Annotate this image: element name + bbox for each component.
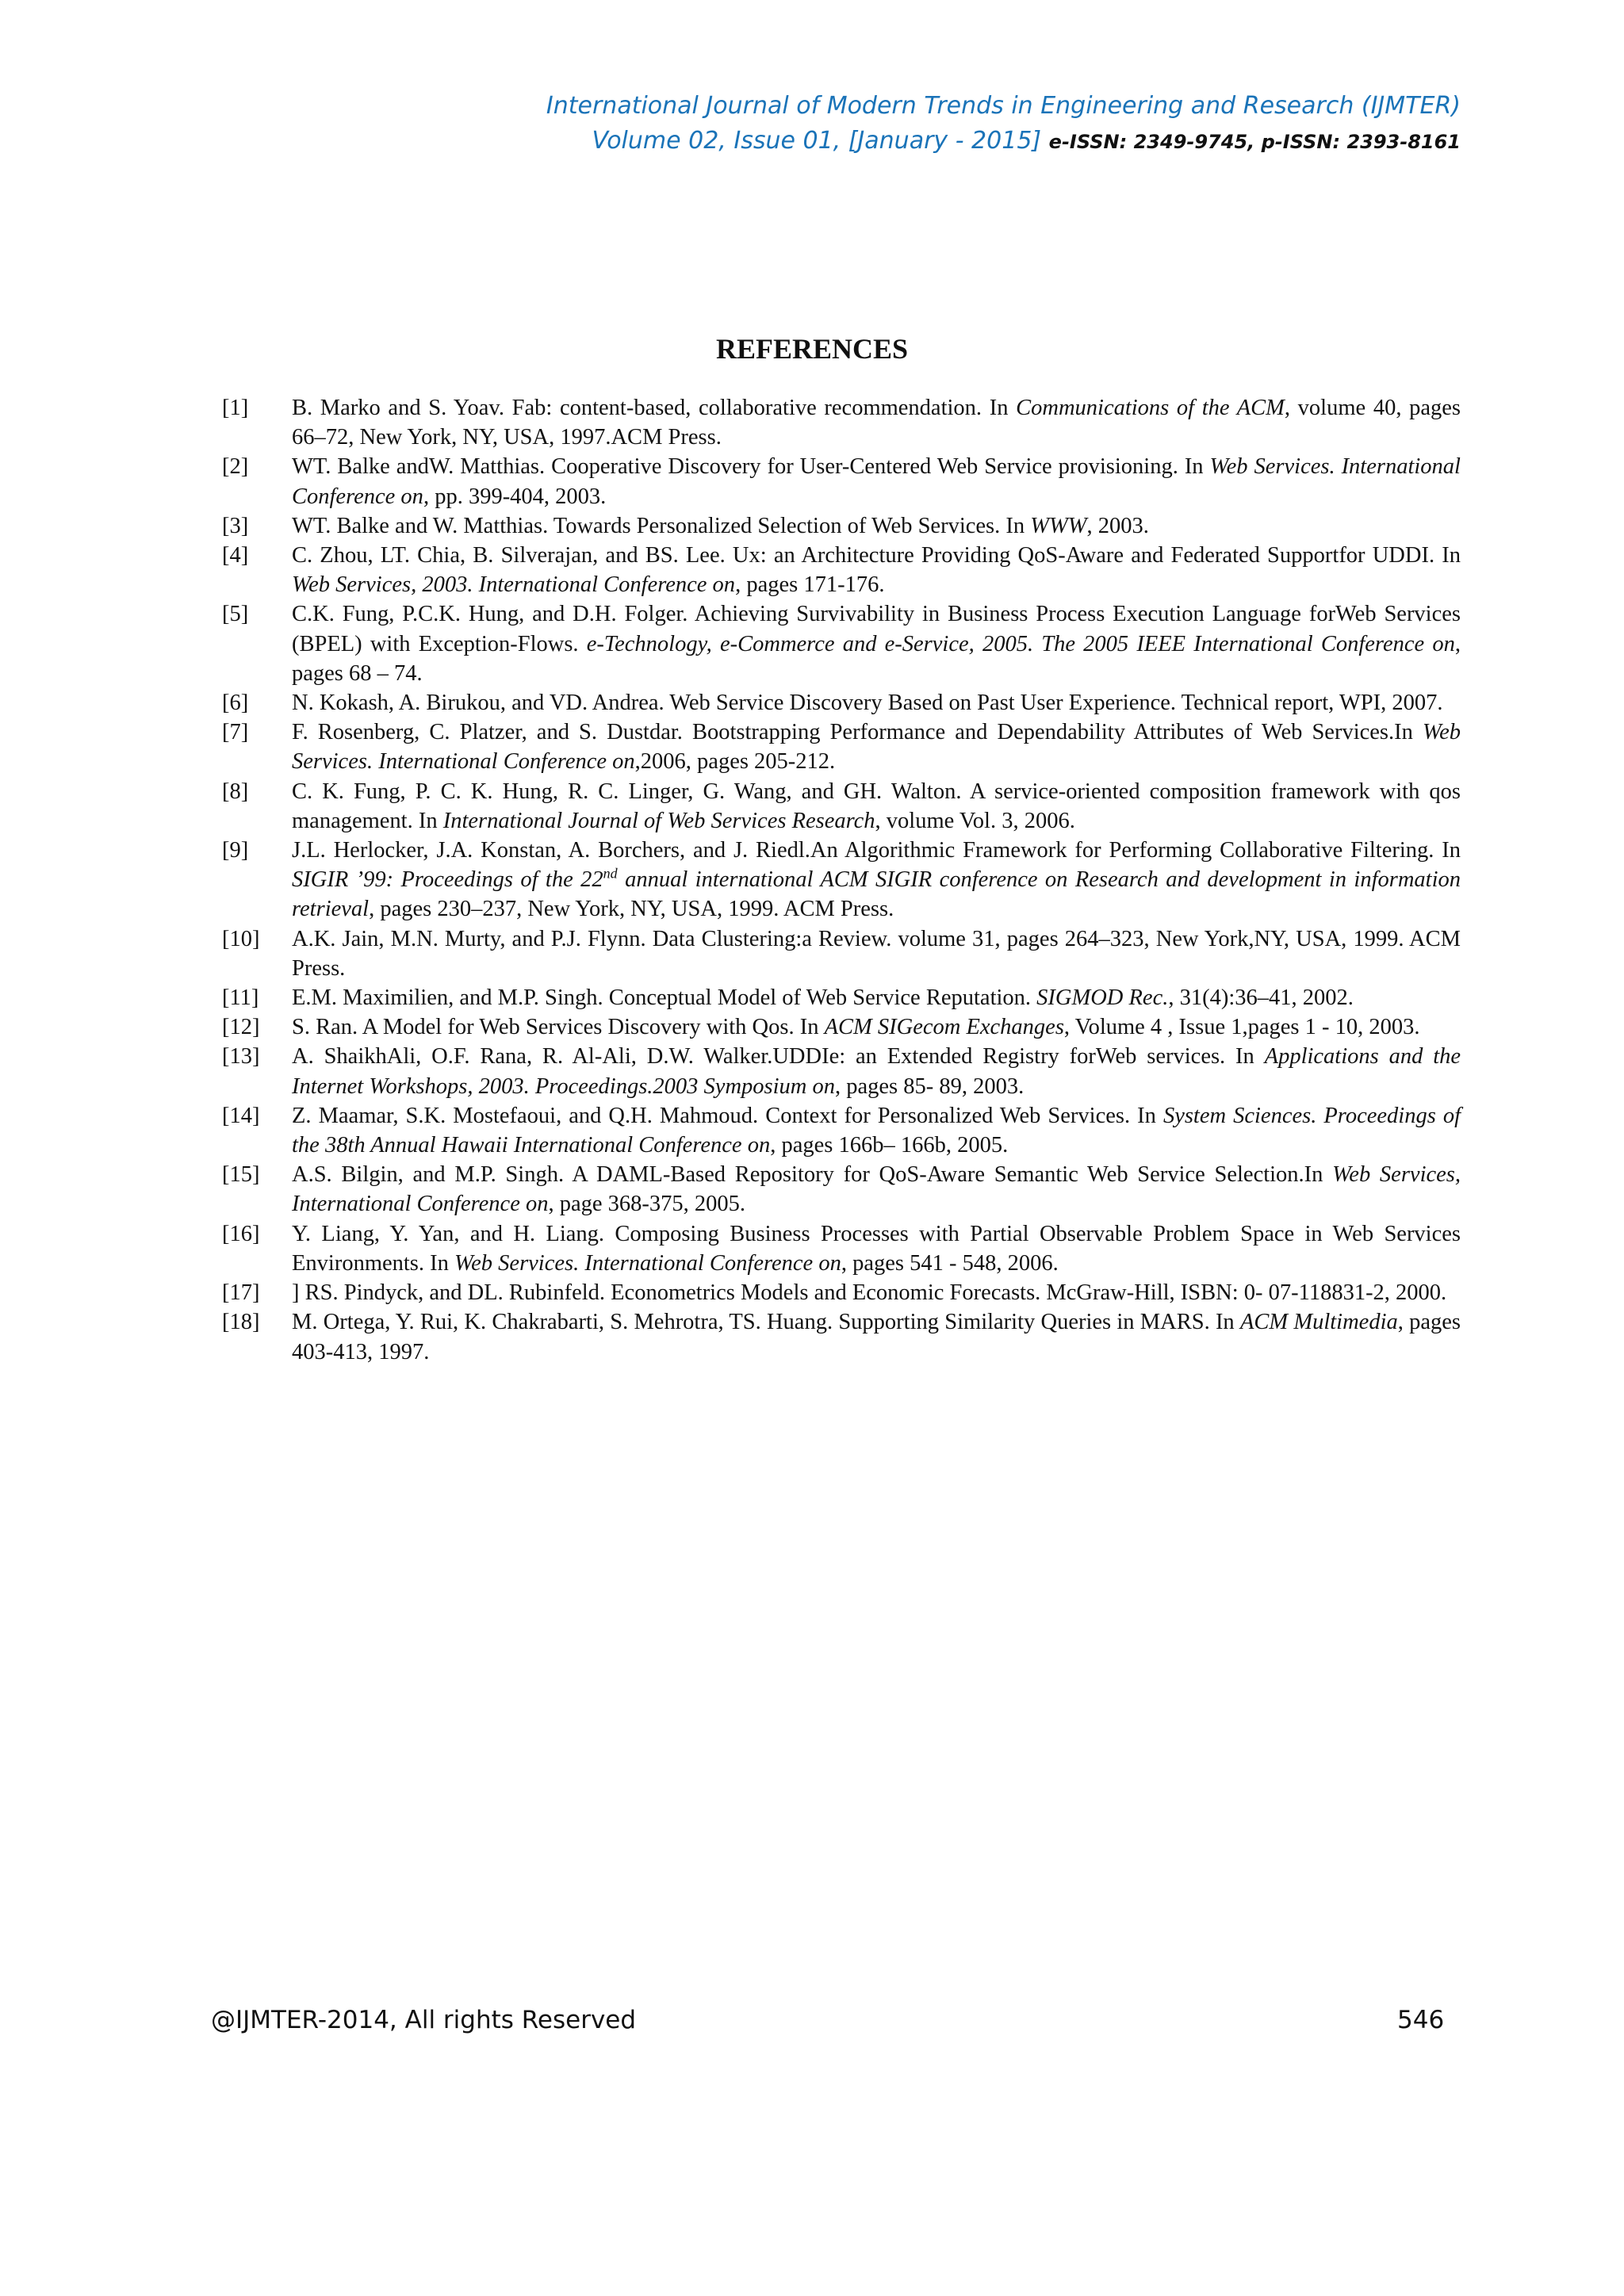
reference-item xyxy=(222,511,1461,541)
reference-segment: , pages 166b– 166b, 2005. xyxy=(770,1133,1009,1158)
reference-item xyxy=(222,836,1461,924)
section-title: REFERENCES xyxy=(715,333,909,365)
journal-title: International Journal of Modern Trends in Engineering and Research (IJMTER) xyxy=(546,92,1461,120)
reference-item xyxy=(222,1307,1461,1366)
reference-item xyxy=(222,599,1461,688)
reference-item xyxy=(222,541,1461,599)
reference-item xyxy=(222,777,1461,836)
reference-segment: ,2006, pages 205-212. xyxy=(634,749,836,775)
reference-item xyxy=(222,1012,1461,1042)
reference-venue-italic: Web Services, International Conference on xyxy=(292,1162,1461,1217)
reference-number: [6] xyxy=(222,691,249,716)
footer-copyright: @IJMTER-2014, All rights Reserved xyxy=(211,2006,637,2034)
reference-segment: ] RS. Pindyck, and DL. Rubinfeld. Econometrics Models and Economic Forecasts. McGraw-Hill, ISBN: 0- 07-118831-2, 2000. xyxy=(292,1280,1447,1306)
reference-segment: , pages 68 – 74. xyxy=(292,631,1461,686)
reference-segment: C.K. Fung, P.C.K. Hung, and D.H. Folger. Achieving Survivability in Business Process Execution Language forWeb Services (BPEL) with Exception-Flows. xyxy=(292,602,1461,656)
reference-text xyxy=(292,1307,1461,1366)
reference-venue-italic: ACM SIGecom Exchanges xyxy=(824,1015,1064,1040)
reference-text xyxy=(292,983,1461,1012)
reference-number: [15] xyxy=(222,1162,260,1188)
reference-segment: S. Ran. A Model for Web Services Discovery with Qos. In xyxy=(292,1015,825,1040)
reference-text xyxy=(292,1101,1461,1160)
reference-item xyxy=(222,1278,1461,1307)
reference-segment: B. Marko and S. Yoav. Fab: content-based, collaborative recommendation. In xyxy=(292,396,1017,420)
reference-text xyxy=(292,599,1461,688)
reference-segment: , volume Vol. 3, 2006. xyxy=(875,808,1075,833)
reference-text xyxy=(292,777,1461,836)
reference-text xyxy=(292,1012,1461,1042)
reference-text xyxy=(292,541,1461,599)
reference-segment: , 31(4):36–41, 2002. xyxy=(1168,985,1354,1011)
journal-volume: Volume 02, Issue 01, [January - 2015] xyxy=(592,127,1042,155)
reference-item xyxy=(222,452,1461,511)
reference-segment: F. Rosenberg, C. Platzer, and S. Dustdar. Bootstrapping Performance and Dependability Attributes of Web Services.In xyxy=(292,720,1423,745)
reference-segment: , volume 40, pages 66–72, New York, NY, USA, 1997.ACM Press. xyxy=(292,396,1461,450)
reference-number: [17] xyxy=(222,1280,260,1306)
reference-venue-italic: e-Technology, e-Commerce and e-Service, 2005. The 2005 IEEE International Conference on xyxy=(586,631,1455,656)
reference-text xyxy=(292,393,1461,452)
reference-number: [13] xyxy=(222,1044,260,1070)
reference-venue-italic: Web Services. International Conference on xyxy=(454,1250,841,1276)
reference-segment: , pages 230–237, New York, NY, USA, 1999. ACM Press. xyxy=(369,897,894,922)
reference-number: [9] xyxy=(222,838,249,863)
reference-item xyxy=(222,924,1461,983)
reference-segment: M. Ortega, Y. Rui, K. Chakrabarti, S. Mehrotra, TS. Huang. Supporting Similarity Queries in MARS. In xyxy=(292,1310,1240,1335)
reference-number: [1] xyxy=(222,396,249,420)
reference-venue-italic: ACM Multimedia xyxy=(1239,1310,1398,1335)
reference-segment: A.K. Jain, M.N. Murty, and P.J. Flynn. Data Clustering:a Review. volume 31, pages 264–323, New York,NY, USA, 1999. ACM Press. xyxy=(292,926,1461,981)
reference-venue-italic: annual international ACM SIGIR conference on Research and development in information retrieval xyxy=(292,867,1461,922)
reference-number: [7] xyxy=(222,720,249,745)
reference-venue-italic: System Sciences. Proceedings of the 38th Annual Hawaii International Conference on xyxy=(292,1103,1461,1158)
reference-number: [4] xyxy=(222,543,249,568)
reference-text xyxy=(292,1278,1461,1307)
reference-venue-italic: SIGMOD Rec. xyxy=(1036,985,1169,1011)
reference-segment: , pp. 399-404, 2003. xyxy=(423,484,607,509)
reference-segment: C. Zhou, LT. Chia, B. Silverajan, and BS. Lee. Ux: an Architecture Providing QoS-Aware and Federated Supportfor UDDI. In xyxy=(292,543,1461,568)
reference-text xyxy=(292,452,1461,511)
reference-text xyxy=(292,924,1461,983)
reference-venue-italic: Applications and the Internet Workshops, 2003. Proceedings.2003 Symposium on xyxy=(292,1044,1461,1099)
reference-item xyxy=(222,1219,1461,1278)
reference-venue-italic: nd xyxy=(603,865,618,882)
reference-segment: , 2003. xyxy=(1086,513,1149,538)
reference-number: [18] xyxy=(222,1310,260,1335)
reference-segment: Z. Maamar, S.K. Mostefaoui, and Q.H. Mahmoud. Context for Personalized Web Services. In xyxy=(292,1103,1163,1128)
reference-number: [12] xyxy=(222,1015,260,1040)
reference-text xyxy=(292,511,1461,541)
reference-segment: WT. Balke and W. Matthias. Towards Personalized Selection of Web Services. In xyxy=(292,513,1031,538)
reference-segment: , pages 85- 89, 2003. xyxy=(835,1073,1025,1099)
reference-venue-italic: WWW xyxy=(1030,513,1087,538)
reference-number: [3] xyxy=(222,513,249,538)
reference-segment: N. Kokash, A. Birukou, and VD. Andrea. Web Service Discovery Based on Past User Experience. Technical report, WPI, 2007. xyxy=(292,691,1443,716)
reference-segment: , pages 403-413, 1997. xyxy=(292,1310,1461,1364)
reference-item xyxy=(222,1042,1461,1100)
reference-segment: , Volume 4 , Issue 1,pages 1 - 10, 2003. xyxy=(1063,1015,1420,1040)
reference-number: [8] xyxy=(222,779,249,804)
reference-item xyxy=(222,393,1461,452)
reference-segment: , page 368-375, 2005. xyxy=(548,1192,746,1217)
reference-number: [16] xyxy=(222,1221,260,1246)
reference-segment: , pages 541 - 548, 2006. xyxy=(841,1250,1059,1276)
reference-text xyxy=(292,1160,1461,1219)
reference-item xyxy=(222,718,1461,776)
reference-item xyxy=(222,983,1461,1012)
reference-text xyxy=(292,836,1461,924)
reference-venue-italic: Communications of the ACM xyxy=(1016,396,1285,420)
reference-number: [5] xyxy=(222,602,249,627)
reference-segment: C. K. Fung, P. C. K. Hung, R. C. Linger, G. Wang, and GH. Walton. A service-oriented composition framework with qos management. In xyxy=(292,779,1461,833)
reference-text xyxy=(292,1042,1461,1100)
reference-item xyxy=(222,688,1461,718)
reference-venue-italic: Web Services, 2003. International Conference on xyxy=(292,572,736,598)
reference-segment: Y. Liang, Y. Yan, and H. Liang. Composing Business Processes with Partial Observable Problem Space in Web Services Environments. In xyxy=(292,1221,1461,1276)
reference-segment: A. ShaikhAli, O.F. Rana, R. Al-Ali, D.W. Walker.UDDIe: an Extended Registry forWeb services. In xyxy=(292,1044,1265,1070)
reference-item xyxy=(222,1160,1461,1219)
reference-venue-italic: International Journal of Web Services Research xyxy=(442,808,875,833)
journal-issn: e-ISSN: 2349-9745, p-ISSN: 2393-8161 xyxy=(1048,131,1461,153)
journal-header xyxy=(546,89,1461,159)
reference-segment: J.L. Herlocker, J.A. Konstan, A. Borchers, and J. Riedl.An Algorithmic Framework for Performing Collaborative Filtering. In xyxy=(292,838,1461,863)
reference-venue-italic: Web Services. International Conference on xyxy=(292,720,1461,775)
reference-number: [14] xyxy=(222,1103,260,1128)
reference-venue-italic: SIGIR ’99: Proceedings of the 22 xyxy=(292,867,603,893)
reference-segment: A.S. Bilgin, and M.P. Singh. A DAML-Based Repository for QoS-Aware Semantic Web Service Selection.In xyxy=(292,1162,1333,1188)
reference-segment: WT. Balke andW. Matthias. Cooperative Discovery for User-Centered Web Service provisioning. In xyxy=(292,454,1210,480)
reference-segment: , pages 171-176. xyxy=(735,572,885,598)
reference-text xyxy=(292,718,1461,776)
reference-item xyxy=(222,1101,1461,1160)
reference-number: [11] xyxy=(222,985,259,1011)
reference-text xyxy=(292,688,1461,718)
reference-number: [10] xyxy=(222,926,260,951)
page-number: 546 xyxy=(1397,2006,1445,2034)
reference-number: [2] xyxy=(222,454,249,480)
journal-volume-line xyxy=(546,124,1461,159)
reference-venue-italic: Web Services. International Conference on xyxy=(292,454,1461,509)
reference-list xyxy=(222,393,1461,1367)
reference-text xyxy=(292,1219,1461,1278)
reference-segment: E.M. Maximilien, and M.P. Singh. Conceptual Model of Web Service Reputation. xyxy=(292,985,1037,1011)
